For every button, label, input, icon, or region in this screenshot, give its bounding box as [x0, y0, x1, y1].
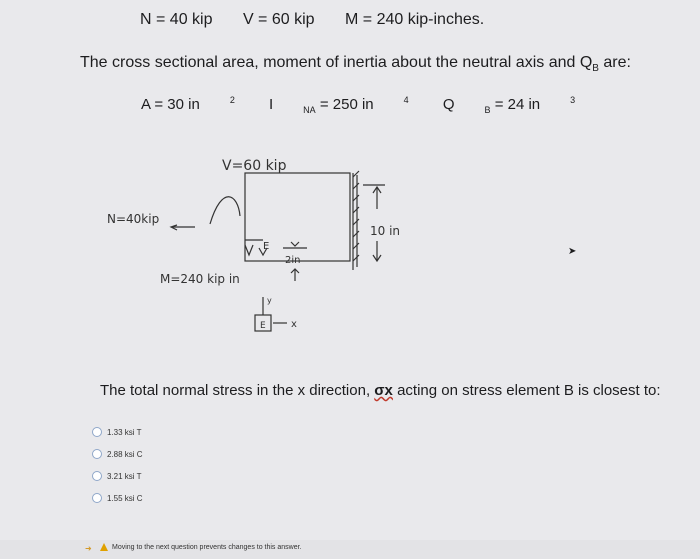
q-value: Q $_B$ = 24 in $^3$ [442, 95, 576, 115]
normal-force-text: N = 40 kip [140, 11, 213, 28]
footer-note: Moving to the next question prevents changes to this answer. [100, 543, 302, 551]
option-3[interactable] [92, 465, 143, 487]
radio-option-3[interactable] [92, 471, 102, 481]
dim-10in: 10 in [370, 224, 401, 238]
warning-icon [100, 543, 108, 551]
option-1[interactable] [92, 421, 143, 443]
footer-bar [0, 540, 700, 559]
option-3-label: 3.21 ksi T [107, 471, 142, 481]
option-4[interactable] [92, 487, 143, 509]
moment-text: M = 240 kip-inches. [345, 11, 485, 28]
option-2-label: 2.88 ksi C [107, 449, 143, 459]
option-4-label: 1.55 ksi C [107, 493, 143, 503]
section-properties-values [141, 95, 605, 115]
shear-label: V=60 kip [222, 158, 287, 174]
axis-x-label: x [291, 319, 297, 330]
radio-option-4[interactable] [92, 493, 102, 503]
radio-option-1[interactable] [92, 427, 102, 437]
moment-arrow [210, 197, 240, 224]
option-1-label: 1.33 ksi T [107, 427, 142, 437]
loads-line [140, 11, 510, 29]
answer-options [92, 421, 143, 509]
option-2[interactable] [92, 443, 143, 465]
element-e-label: E [263, 241, 270, 252]
section-properties-intro: The cross sectional area, moment of inertia about the neutral axis and $Q_B$ are: [80, 54, 631, 75]
normal-label: N=40kip [107, 212, 160, 226]
element-e-box-label: E [260, 321, 266, 331]
shear-force-text: V = 60 kip [242, 11, 315, 28]
moment-label: M=240 kip in [160, 272, 240, 286]
radio-option-2[interactable] [92, 449, 102, 459]
mouse-cursor-icon: ➤ [568, 246, 577, 257]
sigma-x-symbol: σx [374, 382, 393, 399]
area-value: A = 30 in $^2$ [141, 95, 235, 113]
dim-2in: 2in [285, 255, 301, 266]
beam-free-body-sketch [95, 145, 435, 345]
question-text: The total normal stress in the x direction, σx acting on stress element B is closest to: [100, 382, 661, 399]
inertia-value: I $_{NA}$ = 250 in $^4$ [269, 95, 409, 115]
axis-y-label: y [267, 296, 272, 305]
next-arrow-icon: ➜ [85, 544, 92, 553]
